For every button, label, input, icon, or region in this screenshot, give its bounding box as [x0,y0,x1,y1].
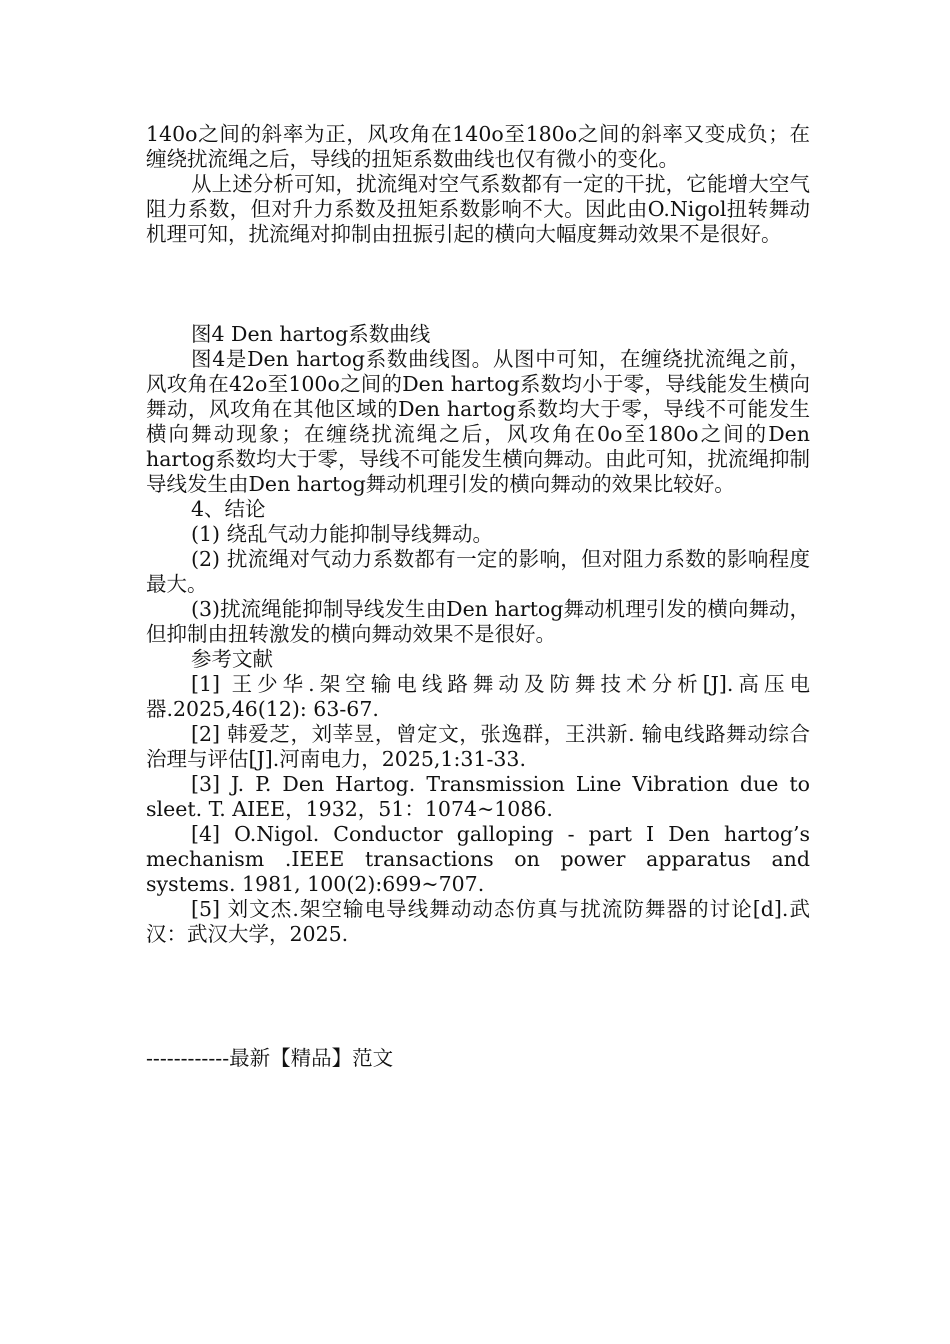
figure-placeholder [146,247,810,322]
references-heading: 参考文献 [191,647,273,671]
section-heading-conclusions: 4、结论 [191,497,266,521]
conclusion-item: (3)扰流绳能抑制导线发生由Den hartog舞动机理引发的横向舞动，但抑制由扭转激发的横向舞动效果不是很好。 [146,597,810,646]
paragraph-den-hartog: 图4是Den hartog系数曲线图。从图中可知，在缠绕扰流绳之前，风攻角在42o至100o之间的Den hartog系数均小于零，导线能发生横向舞动，风攻角在其他区域的Den hartog系数均大于零，导线不可能发生横向舞动现象；在缠绕扰流绳之后，风攻角在0o至180o之间的Den hartog系数均大于零，导线不可能发生横向舞动。由此可知，扰流绳抑制导线发生由Den hartog舞动机理引发的横向舞动的效果比较好。 [146,347,810,496]
reference-item: [5] 刘文杰.架空输电导线舞动动态仿真与扰流防舞器的讨论[d].武汉：武汉大学，2025. [146,897,810,946]
reference-item: [1] 王少华.架空输电线路舞动及防舞技术分析[J].高压电器.2025,46(12): 63-67. [146,672,810,721]
paragraph-analysis: 从上述分析可知，扰流绳对空气系数都有一定的干扰，它能增大空气阻力系数，但对升力系数及扭矩系数影响不大。因此由O.Nigol扭转舞动机理可知，扰流绳对抑制由扭振引起的横向大幅度舞动效果不是很好。 [146,172,810,246]
paragraph-torque-coefficient: 140o之间的斜率为正，风攻角在140o至180o之间的斜率又变成负；在缠绕扰流绳之后，导线的扭矩系数曲线也仅有微小的变化。 [146,122,810,171]
document-body [146,122,810,947]
conclusion-item: (2) 扰流绳对气动力系数都有一定的影响，但对阻力系数的影响程度最大。 [146,547,810,596]
footer-label: ------------最新【精品】范文 [146,1046,394,1070]
reference-item: [4] O.Nigol. Conductor galloping - part I Den hartog’s mechanism .IEEE transactions on power apparatus and systems. 1981, 100(2):699~707. [146,822,810,896]
figure-caption: 图4 Den hartog系数曲线 [191,322,431,346]
reference-item: [2] 韩爱芝，刘莘昱，曾定文，张逸群，王洪新. 输电线路舞动综合治理与评估[J].河南电力，2025,1:31-33. [146,722,810,771]
conclusion-item: (1) 绕乱气动力能抑制导线舞动。 [191,522,494,546]
reference-item: [3] J. P. Den Hartog. Transmission Line Vibration due to sleet. T. AIEE，1932，51：1074~1086. [146,772,810,821]
